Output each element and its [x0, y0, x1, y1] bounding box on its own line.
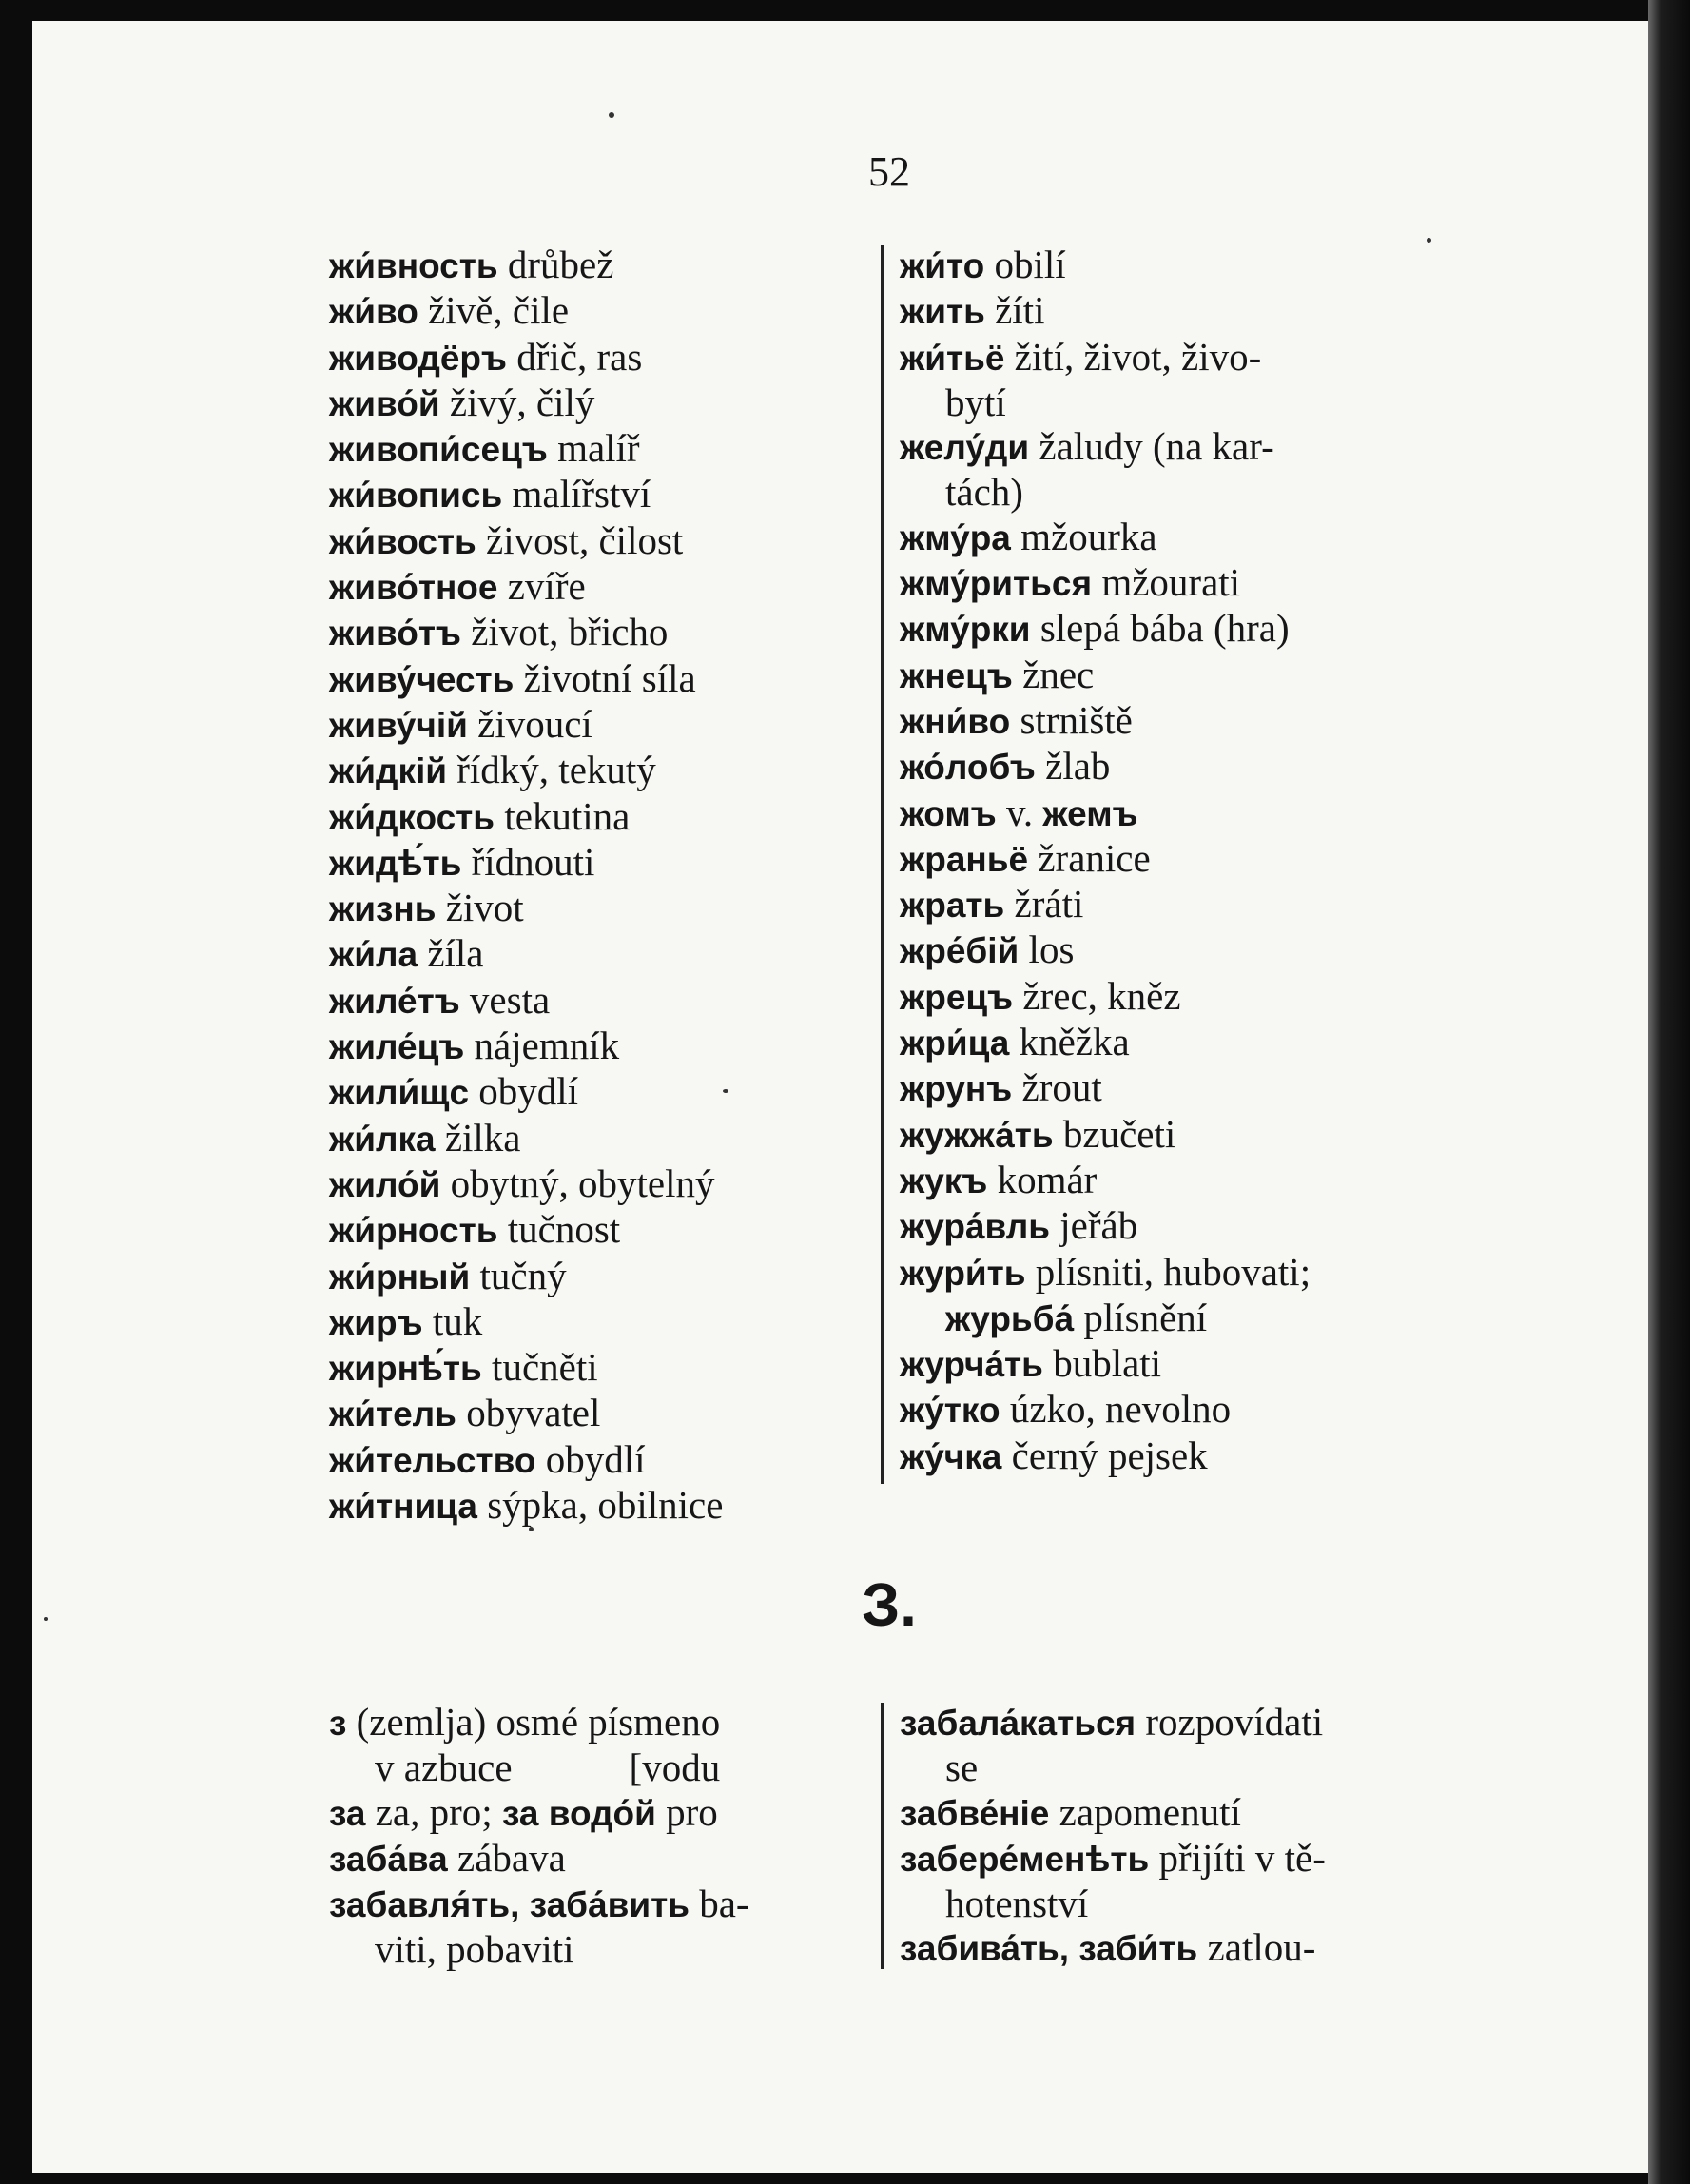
dictionary-column-top-right	[900, 243, 1311, 1479]
headword: жни́во	[900, 701, 1011, 741]
translation: dřič, ras	[516, 334, 643, 379]
translation: kněžka	[1019, 1020, 1130, 1064]
translation: žrec, kněz	[1022, 973, 1181, 1018]
translation: obyvatel	[466, 1391, 601, 1435]
dictionary-entry	[900, 1836, 1326, 1882]
dictionary-entry	[329, 978, 723, 1024]
print-speck	[529, 1527, 534, 1531]
translation: (zemlja) osmé písmeno	[356, 1700, 721, 1744]
translation: v.	[1006, 790, 1034, 834]
entry-continuation	[900, 1745, 1326, 1789]
book-edge-shadow	[1648, 0, 1690, 2184]
translation: vesta	[469, 977, 551, 1022]
translation: slepá bába (hra)	[1039, 606, 1290, 651]
dictionary-entry	[329, 1391, 723, 1436]
translation: žranice	[1038, 835, 1151, 880]
headword: жму́ра	[900, 517, 1011, 557]
dictionary-entry	[329, 931, 723, 977]
dictionary-entry	[900, 1790, 1326, 1836]
entry-continuation	[900, 1882, 1326, 1925]
headword: жи́рный	[329, 1257, 471, 1297]
translation: za, pro;	[375, 1789, 493, 1834]
dictionary-entry	[329, 1299, 723, 1345]
dictionary-entry	[329, 1254, 723, 1299]
headword: жрунъ	[900, 1069, 1013, 1109]
entry-continuation	[900, 380, 1311, 424]
dictionary-entry	[900, 335, 1311, 380]
headword: живу́честь	[329, 659, 515, 699]
headword: жили́щс	[329, 1073, 470, 1113]
translation: zatlou-	[1207, 1925, 1316, 1970]
headword: забере́менѣть	[900, 1839, 1150, 1879]
column-divider-top	[881, 245, 884, 1484]
dictionary-entry	[329, 1024, 723, 1069]
translation: přijíti v tě-	[1158, 1835, 1326, 1880]
dictionary-entry	[900, 560, 1311, 606]
continuation-text: bytí	[945, 380, 1006, 424]
dictionary-entry	[329, 656, 723, 702]
headword: жиръ	[329, 1302, 423, 1342]
headword: за	[329, 1793, 366, 1833]
headword: журча́ть	[900, 1345, 1043, 1385]
translation: malíř	[557, 426, 640, 471]
headword: жо́лобъ	[900, 748, 1036, 788]
carried-over-text: [vodu	[629, 1745, 721, 1790]
headword: жрать	[900, 886, 1005, 926]
translation: strniště	[1020, 697, 1133, 742]
translation: tučněti	[492, 1345, 598, 1390]
dictionary-entry	[900, 515, 1311, 560]
translation: černý pejsek	[1011, 1433, 1208, 1477]
translation: život	[445, 886, 524, 930]
dictionary-entry	[329, 472, 723, 517]
translation: žilka	[444, 1115, 521, 1160]
dictionary-entry	[900, 698, 1311, 744]
headword: живо́тъ	[329, 614, 461, 653]
headword: живо́й	[329, 383, 440, 423]
headword: живу́чій	[329, 705, 468, 745]
translation: živost, čilost	[486, 517, 684, 562]
print-speck	[609, 112, 614, 118]
dictionary-entry	[900, 1250, 1311, 1296]
dictionary-entry	[900, 1203, 1311, 1249]
translation: obilí	[994, 243, 1066, 286]
print-speck	[723, 1089, 728, 1093]
translation: žíti	[995, 288, 1045, 333]
continuation-text: v azbuce	[375, 1745, 513, 1790]
translation: tuk	[432, 1298, 483, 1343]
headword: жи́вопись	[329, 476, 503, 516]
cross-reference: за водо́й	[501, 1793, 656, 1833]
dictionary-entry	[900, 288, 1311, 334]
dictionary-entry	[900, 653, 1311, 698]
translation: žráti	[1014, 882, 1084, 926]
headword: жму́рки	[900, 610, 1031, 650]
translation: obydlí	[478, 1069, 579, 1114]
dictionary-entry	[900, 1433, 1311, 1479]
translation: plísniti, hubovati;	[1035, 1249, 1311, 1294]
dictionary-entry	[329, 564, 723, 610]
translation: sýpka, obilnice	[487, 1483, 724, 1528]
translation: žíla	[427, 931, 484, 976]
dictionary-entry	[329, 794, 723, 840]
translation: malířství	[512, 472, 651, 517]
headword: жу́чка	[900, 1436, 1002, 1476]
entry-continuation	[329, 1927, 749, 1971]
translation: život, břicho	[471, 610, 669, 654]
dictionary-entry	[900, 1700, 1326, 1745]
headword: жи́дкій	[329, 751, 448, 791]
section-heading-letter: З.	[862, 1570, 917, 1639]
dictionary-column-bottom-left	[329, 1700, 749, 1972]
headword: жи́тница	[329, 1487, 477, 1527]
translation: živě, čile	[428, 288, 570, 333]
dictionary-entry	[329, 1483, 723, 1529]
headword: жи́тьё	[900, 338, 1005, 378]
page-sheet	[32, 21, 1659, 2173]
translation: komár	[997, 1157, 1098, 1201]
dictionary-entry	[900, 790, 1311, 836]
continuation-text: se	[945, 1745, 979, 1790]
dictionary-entry	[900, 1341, 1311, 1387]
translation: pro	[666, 1789, 718, 1834]
page-number: 52	[868, 148, 910, 195]
translation: tučný	[479, 1253, 567, 1297]
dictionary-entry	[329, 1882, 749, 1927]
dictionary-entry	[329, 748, 723, 793]
continuation-text: hotenství	[945, 1882, 1089, 1926]
dictionary-entry	[900, 243, 1311, 288]
headword: жре́бій	[900, 931, 1020, 971]
dictionary-entry	[329, 1790, 749, 1836]
dictionary-entry	[329, 840, 723, 886]
dictionary-entry	[329, 243, 723, 288]
dictionary-entry	[329, 380, 723, 426]
continuation-text: viti, pobaviti	[375, 1927, 574, 1972]
print-speck	[44, 1617, 48, 1621]
headword: жи́вность	[329, 246, 498, 285]
dictionary-entry	[900, 1387, 1311, 1433]
translation: rozpovídati	[1145, 1700, 1324, 1744]
dictionary-entry	[329, 1161, 723, 1207]
continuation-text: tách)	[945, 470, 1023, 515]
headword: жукъ	[900, 1160, 988, 1200]
dictionary-column-top-left	[329, 243, 723, 1529]
entry-continuation	[329, 1745, 749, 1789]
headword: жи́тель	[329, 1394, 456, 1434]
dictionary-entry	[900, 836, 1311, 882]
translation: mžourati	[1101, 560, 1241, 605]
headword: жужжа́ть	[900, 1115, 1054, 1155]
headword: жи́дкость	[329, 797, 495, 837]
translation: živý, čilý	[449, 380, 595, 424]
translation: obytný, obytelný	[450, 1160, 715, 1205]
dictionary-entry	[900, 974, 1311, 1020]
dictionary-entry	[329, 518, 723, 564]
translation: žaludy (na kar-	[1039, 424, 1274, 469]
headword: жи́тельство	[329, 1440, 536, 1480]
headword: з	[329, 1704, 347, 1743]
dictionary-entry	[900, 606, 1311, 652]
headword: жу́тко	[900, 1391, 1000, 1431]
headword: жури́ть	[900, 1253, 1026, 1293]
translation: zvíře	[507, 564, 586, 609]
dictionary-entry	[329, 1437, 723, 1483]
headword: заба́ва	[329, 1839, 448, 1879]
headword: жи́вость	[329, 521, 476, 561]
translation: živoucí	[477, 701, 592, 746]
dictionary-entry	[900, 927, 1311, 973]
cross-reference: жемъ	[1042, 793, 1138, 833]
dictionary-entry	[329, 288, 723, 334]
translation: žlab	[1045, 744, 1111, 789]
headword: жи́во	[329, 292, 418, 332]
translation: plísnění	[1083, 1295, 1208, 1339]
headword: забива́ть, заби́ть	[900, 1929, 1198, 1969]
headword: жиле́цъ	[329, 1027, 465, 1067]
headword: живопи́сецъ	[329, 430, 548, 470]
headword: жи́лка	[329, 1119, 436, 1159]
headword: жирнѣ́ть	[329, 1349, 482, 1389]
entry-continuation	[900, 470, 1311, 514]
headword: забавля́ть, заба́вить	[329, 1885, 690, 1925]
dictionary-entry	[329, 702, 723, 748]
dictionary-entry	[900, 1925, 1326, 1971]
headword: жи́ла	[329, 935, 418, 975]
translation: žnec	[1022, 652, 1095, 696]
dictionary-entry	[329, 886, 723, 931]
translation: žití, život, živo-	[1014, 334, 1262, 379]
dictionary-entry	[329, 335, 723, 380]
dictionary-entry	[329, 610, 723, 655]
translation: žrout	[1021, 1065, 1102, 1110]
headword: журьба́	[945, 1298, 1075, 1338]
dictionary-entry	[900, 1065, 1311, 1111]
headword: живодёръ	[329, 338, 507, 378]
translation: nájemník	[474, 1024, 620, 1068]
dictionary-entry	[900, 744, 1311, 790]
translation: řídký, tekutý	[456, 748, 656, 792]
headword: жидѣ́ть	[329, 843, 462, 883]
headword: жиле́тъ	[329, 981, 460, 1021]
translation: ba-	[699, 1882, 749, 1926]
translation: jeřáb	[1059, 1203, 1138, 1248]
translation: úzko, nevolno	[1009, 1387, 1232, 1432]
headword: забала́каться	[900, 1704, 1136, 1743]
headword: желу́ди	[900, 428, 1030, 468]
translation: obydlí	[545, 1436, 646, 1481]
headword: жму́риться	[900, 564, 1093, 604]
translation: drůbež	[507, 243, 614, 286]
headword: жраньё	[900, 839, 1029, 879]
translation: los	[1028, 927, 1075, 972]
translation: tekutina	[504, 793, 631, 838]
translation: řídnouti	[471, 839, 595, 884]
translation: bublati	[1053, 1341, 1162, 1386]
dictionary-entry	[900, 424, 1311, 470]
headword: жри́ца	[900, 1024, 1010, 1063]
headword: жомъ	[900, 793, 997, 833]
dictionary-entry	[900, 1158, 1311, 1203]
translation: zábava	[457, 1835, 566, 1880]
dictionary-entry	[329, 1207, 723, 1253]
headword: жило́й	[329, 1164, 441, 1204]
headword: жнецъ	[900, 655, 1013, 695]
headword: забве́ніе	[900, 1793, 1050, 1833]
dictionary-entry	[900, 1296, 1311, 1341]
translation: zapomenutí	[1059, 1789, 1241, 1834]
headword: жрецъ	[900, 977, 1014, 1017]
dictionary-entry	[329, 1700, 749, 1745]
column-divider-bottom	[881, 1703, 884, 1969]
translation: životní síla	[523, 655, 696, 700]
headword: жи́то	[900, 246, 985, 285]
dictionary-entry	[329, 1345, 723, 1391]
dictionary-entry	[329, 426, 723, 472]
translation: mžourka	[1020, 514, 1157, 558]
translation: bzučeti	[1062, 1111, 1176, 1156]
headword: живо́тное	[329, 568, 498, 608]
headword: жи́рность	[329, 1211, 498, 1251]
dictionary-entry	[900, 1112, 1311, 1158]
headword: жить	[900, 292, 985, 332]
dictionary-entry	[900, 882, 1311, 927]
dictionary-entry	[900, 1020, 1311, 1065]
headword: жизнь	[329, 889, 437, 929]
headword: жура́вль	[900, 1207, 1051, 1247]
print-speck	[1427, 238, 1431, 243]
translation: tučnost	[507, 1207, 621, 1252]
dictionary-column-bottom-right	[900, 1700, 1326, 1972]
dictionary-entry	[329, 1116, 723, 1161]
dictionary-entry	[329, 1836, 749, 1882]
dictionary-entry	[329, 1069, 723, 1115]
